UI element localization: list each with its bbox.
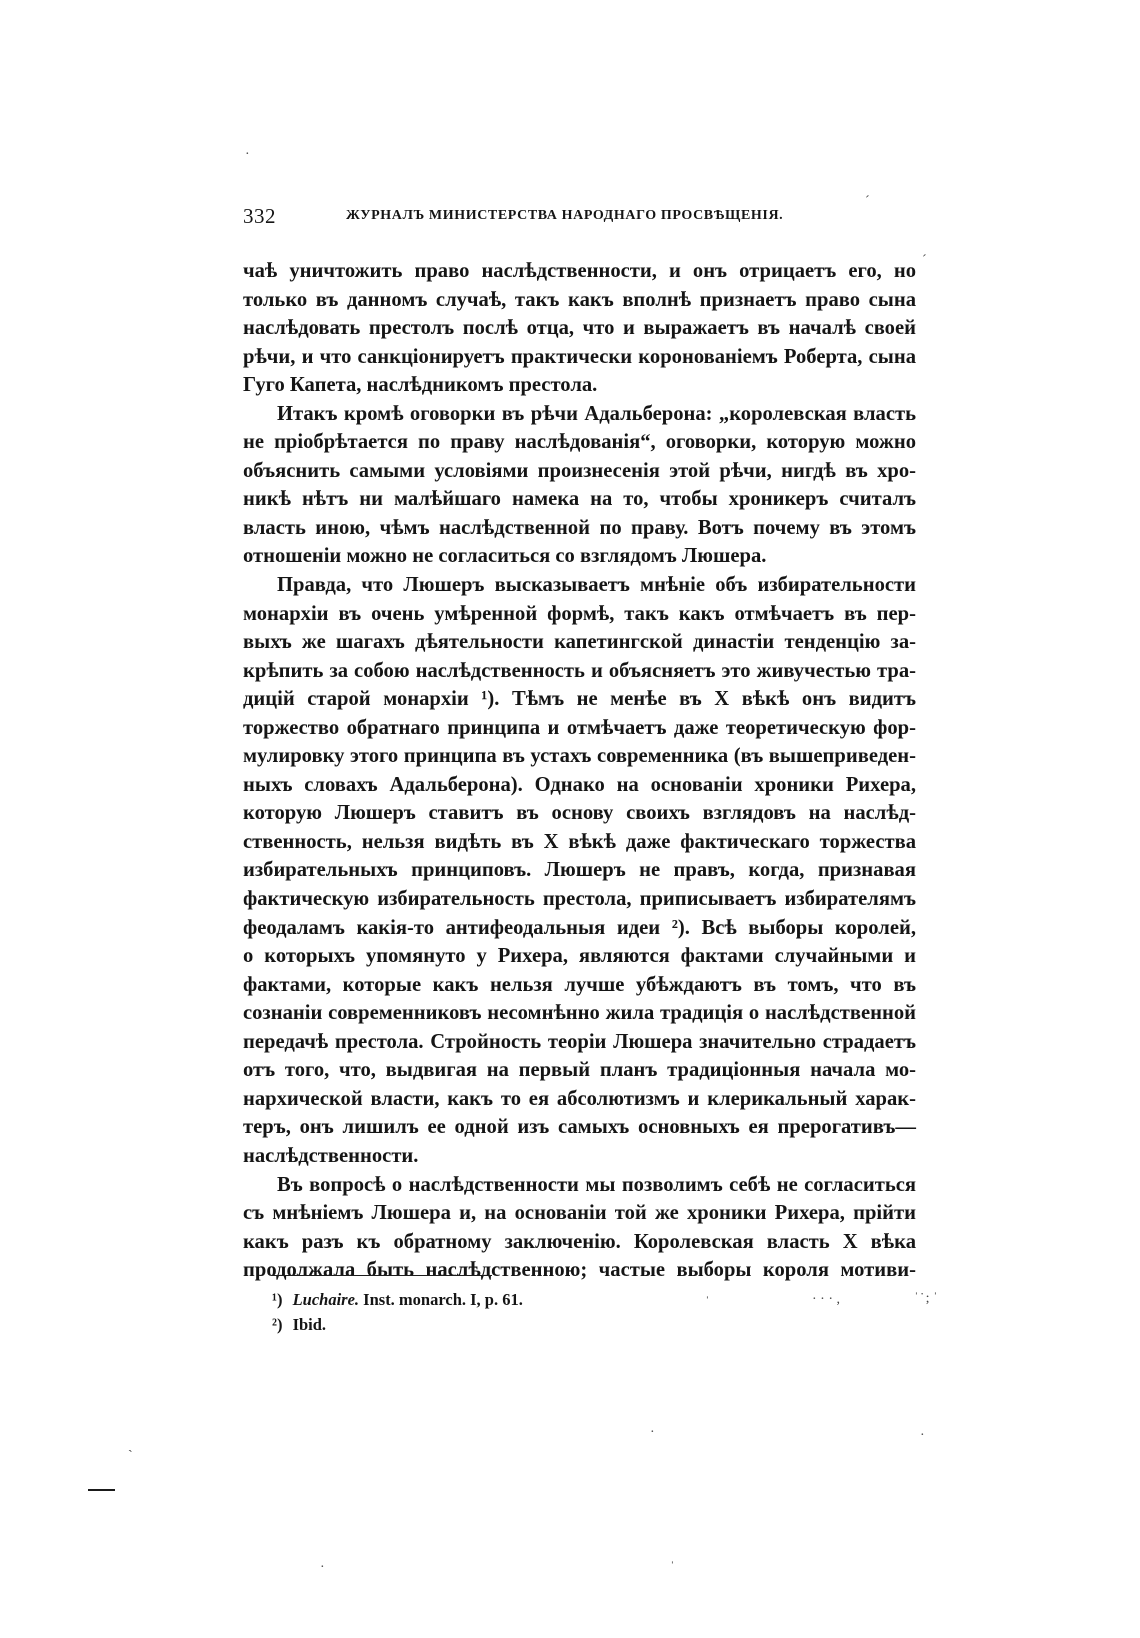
- scan-speck: ·: [650, 1425, 655, 1440]
- text-line: отъ того, что, выдвигая на первый планъ традиціонныя начала мо-: [243, 1059, 916, 1082]
- text-line: ныхъ словахъ Адальберона). Однако на основаніи хроники Рихера,: [243, 773, 916, 796]
- text-line: избирательныхъ принциповъ. Люшеръ не правъ, когда, признавая: [243, 859, 916, 882]
- footnote-text: Ibid.: [292, 1315, 327, 1334]
- text-line: власть иною, чѣмъ наслѣдственной по праву. Вотъ почему въ этомъ: [243, 516, 916, 539]
- text-line: отношеніи можно не согласиться со взглядомъ Люшера.: [243, 545, 767, 568]
- text-line: наслѣдовать престолъ послѣ отца, что и выражаетъ въ началѣ своей: [243, 317, 916, 340]
- text-line: рѣчи, и что санкціонируетъ практически коронованіемъ Роберта, сына: [243, 345, 916, 368]
- text-line: торжество обратнаго принципа и отмѣчаетъ даже теоретическую фор-: [243, 716, 916, 739]
- scan-speck: ˈ: [670, 1560, 675, 1575]
- text-line: монархіи въ очень умѣренной формѣ, такъ какъ отмѣчаетъ въ пер-: [243, 602, 916, 625]
- scan-speck: ·: [245, 147, 250, 162]
- page-number: 332: [243, 204, 276, 228]
- text-line: Правда, что Люшеръ высказываетъ мнѣніе объ избирательности: [277, 574, 916, 597]
- footnote: [272, 1312, 792, 1337]
- margin-rule: [88, 1489, 115, 1491]
- text-line: Въ вопросѣ о наслѣдственности мы позволимъ себѣ не согласиться: [277, 1173, 916, 1196]
- scan-speck: ˈ: [705, 1295, 710, 1310]
- text-line: дицій старой монархіи ¹). Тѣмъ не менѣе въ X вѣкѣ онъ видитъ: [243, 688, 916, 711]
- footnotes: [272, 1287, 792, 1337]
- text-line: только въ данномъ случаѣ, такъ какъ вполнѣ признаетъ право сына: [243, 288, 916, 311]
- body-text: [243, 257, 916, 1285]
- page-header: [243, 204, 918, 232]
- text-line: ственность, нельзя видѣть въ X вѣкѣ даже фактическаго торжества: [243, 830, 916, 853]
- text-line: объяснить самыми условіями произнесенія этой рѣчи, нигдѣ въ хро-: [243, 459, 916, 482]
- footnote-text: Inst. monarch. I, p. 61.: [363, 1290, 523, 1309]
- running-title: ЖУРНАЛЪ МИНИСТЕРСТВА НАРОДНАГО ПРОСВѢЩЕНІЯ.: [346, 208, 784, 223]
- scan-speck: ˈ ̇ ; ˈ: [914, 1291, 938, 1306]
- text-line: не пріобрѣтается по праву наслѣдованія“, оговорки, которую можно: [243, 431, 916, 454]
- scan-speck: ˏ: [128, 1438, 133, 1453]
- text-line: сознаніи современниковъ несомнѣнно жила традиція о наслѣдственной: [243, 1002, 916, 1025]
- scan-speck: ˊ: [922, 253, 927, 268]
- text-line: которую Люшеръ ставитъ въ основу своихъ взглядовъ на наслѣд-: [243, 802, 916, 825]
- scan-speck: ˊ: [865, 194, 870, 209]
- text-line: никѣ нѣтъ ни малѣйшаго намека на то, чтобы хроникеръ считалъ: [243, 488, 916, 511]
- footnote-marker: ²): [272, 1315, 283, 1334]
- scan-speck: ·: [920, 1428, 925, 1443]
- text-line: Итакъ кромѣ оговорки въ рѣчи Адальберона: „королевская власть: [277, 402, 916, 425]
- text-line: нархической власти, какъ то ея абсолютизмъ и клерикальный харак-: [243, 1087, 916, 1110]
- footnote-marker: ¹): [272, 1290, 283, 1309]
- footnote-rule: [272, 1275, 492, 1276]
- text-line: чаѣ уничтожить право наслѣдственности, и онъ отрицаетъ его, но: [243, 260, 916, 282]
- text-line: съ мнѣніемъ Люшера и, на основаніи той же хроники Рихера, прійти: [243, 1202, 916, 1225]
- text-line: передачѣ престола. Стройность теоріи Люшера значительно страдаетъ: [243, 1030, 916, 1053]
- text-line: крѣпить за собою наслѣдственность и объясняетъ это живучестью тра-: [243, 659, 916, 682]
- text-line: Гуго Капета, наслѣдникомъ престола.: [243, 374, 598, 397]
- footnote: [272, 1287, 792, 1312]
- scan-speck: · · · ,: [812, 1292, 840, 1307]
- text-line: мулировку этого принципа въ устахъ современника (въ вышеприведен-: [243, 745, 916, 768]
- text-line: теръ, онъ лишилъ ее одной изъ самыхъ основныхъ ея прерогативъ—: [243, 1116, 916, 1139]
- text-line: фактическую избирательность престола, приписываетъ избирателямъ: [243, 888, 916, 911]
- text-line: наслѣдственности.: [243, 1144, 419, 1167]
- text-line: о которыхъ упомянуто у Рихера, являются фактами случайными и: [243, 945, 916, 968]
- text-line: какъ разъ къ обратному заключенію. Королевская власть X вѣка: [243, 1230, 916, 1253]
- text-line: продолжала быть наслѣдственною; частые выборы короля мотиви-: [243, 1259, 916, 1282]
- scan-speck: ·: [320, 1560, 325, 1575]
- text-line: выхъ же шагахъ дѣятельности капетингской династіи тенденцію за-: [243, 631, 916, 654]
- text-line: феодаламъ какія-то антифеодальныя идеи ²). Всѣ выборы королей,: [243, 916, 916, 939]
- footnote-author: Luchaire.: [292, 1290, 360, 1309]
- text-line: фактами, которые какъ нельзя лучше убѣждаютъ въ томъ, что въ: [243, 973, 916, 996]
